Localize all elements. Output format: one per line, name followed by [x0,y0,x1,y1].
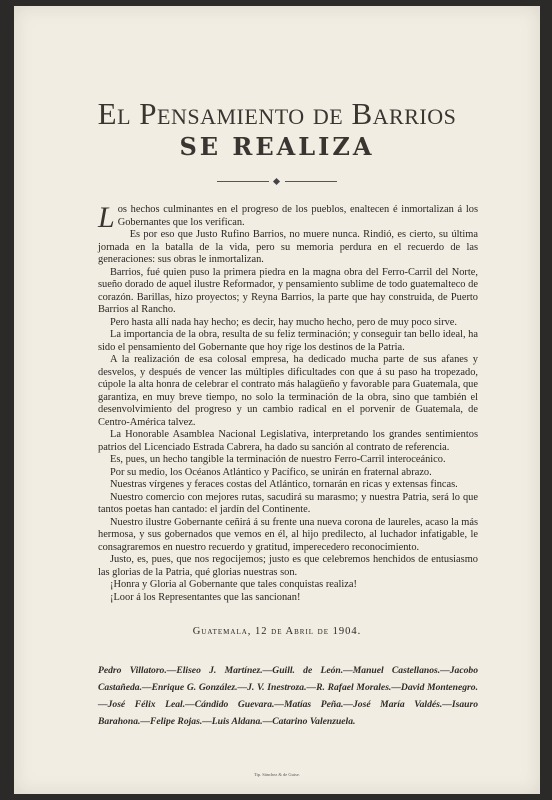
paragraph: La Honorable Asamblea Nacional Legislativa, interpretando los grandes sentimientos patrios del Licenciado Estrada Cabrera, ha dado su sanción al contrato de referencia. [98,429,478,453]
printer-imprint: Tip. Sánchez & de Guise. [253,772,301,777]
rule-diamond-icon [273,178,280,185]
article-body [98,201,478,604]
ornamental-rule [217,179,337,185]
paragraph: A la realización de esa colosal empresa, ha dedicado mucha parte de sus afanes y desvelos, y después de vencer las múltiples dificultades con que á su paso ha tropezado, cúpole la alta honra de celebrar el contrato más halagüeño y favorable para Guatemala, que garantiza, en muy breve tiempo, no solo la terminación de la obra, sino que también el desenvolvimiento del progreso y un cambio radical en el porvenir de Guatemala, de Centro-América talvez. [98,354,478,428]
signatures: Pedro Villatoro.—Eliseo J. Martínez.—Guill. de León.—Manuel Castellanos.—Jacobo Castañeda.—Enrique G. González.—J. V. Inestroza.—R. Rafael Morales.—David Montenegro.—José Félix Leal.—Cándido Guevara.—Matías Peña.—José María Valdés.—Isauro Barahona.—Felipe Rojas.—Luis Aldana.—Catarino Valenzuela. [98,665,478,727]
paragraph-first-text: os hechos culminantes en el progreso de los pueblos, enaltecen é inmortalizan á los Gobernantes que los verifican. [117,204,478,228]
paragraph: Barrios, fué quien puso la primera piedra en la magna obra del Ferro-Carril del Norte, sueño dorado de aquel ilustre Reformador, y pensamiento sublime de todo guatemalteco de corazón. Barillas, hizo proyectos; y Reyna Barrios, la parte que hay construida, de Puerto Barrios al Rancho. [98,266,478,315]
dateline: Guatemala, 12 de Abril de 1904. [192,626,362,637]
paragraph: Nuestras vírgenes y feraces costas del Atlántico, tornarán en ricas y extensas fincas. [110,479,458,490]
paragraph-first [98,201,478,234]
paragraph: Justo, es, pues, que nos regocijemos; justo es que celebremos henchidos de entusiasmo las glorias de la Patria, qué glorias nuestras son. [98,554,478,578]
paragraph: Es, pues, un hecho tangible la terminación de nuestro Ferro-Carril interoceánico. [110,454,446,465]
rule-line-left [217,181,269,182]
paragraph: Es por eso que Justo Rufino Barrios, no muere nunca. Rindió, es cierto, su última jornada en la batalla de la vida, pero su memoria perdura en el recuerdo de las generaciones: sus obras le inmortalizan. [98,229,478,265]
broadside-sheet [14,6,540,794]
document-title: El Pensamiento de Barrios [97,96,457,131]
paragraph: Pero hasta allí nada hay hecho; es decir, hay mucho hecho, pero de muy poco sirve. [110,316,457,328]
paragraph: Nuestro ilustre Gobernante ceñirá á su frente una nueva corona de laureles, acaso la más hermosa, y sus gobernados que vemos en él, al hijo predilecto, al luchador infatigable, le consagraremos en nuestro recuerdo y gratitud, imperecedero reconocimiento. [98,516,478,553]
paragraph: Por su medio, los Océanos Atlántico y Pacífico, se unirán en fraternal abrazo. [110,466,432,478]
paragraph: La importancia de la obra, resulta de su feliz terminación; y conseguir tan bello ideal, ha sido el pensamiento del Gobernante que hoy rige los destinos de la Patria. [98,329,478,353]
decorative-initial: L [98,201,115,234]
rule-line-right [285,181,337,182]
paragraph: Nuestro comercio con mejores rutas, sacudirá su marasmo; y nuestra Patria, será lo que tantos poetas han cantado: el jardín del Continente. [98,491,478,515]
paragraph: ¡Loor á los Representantes que las sancionan! [110,591,301,603]
paragraph: ¡Honra y Gloria al Gobernante que tales conquistas realiza! [110,579,357,590]
document-subtitle: SE REALIZA [179,132,375,161]
